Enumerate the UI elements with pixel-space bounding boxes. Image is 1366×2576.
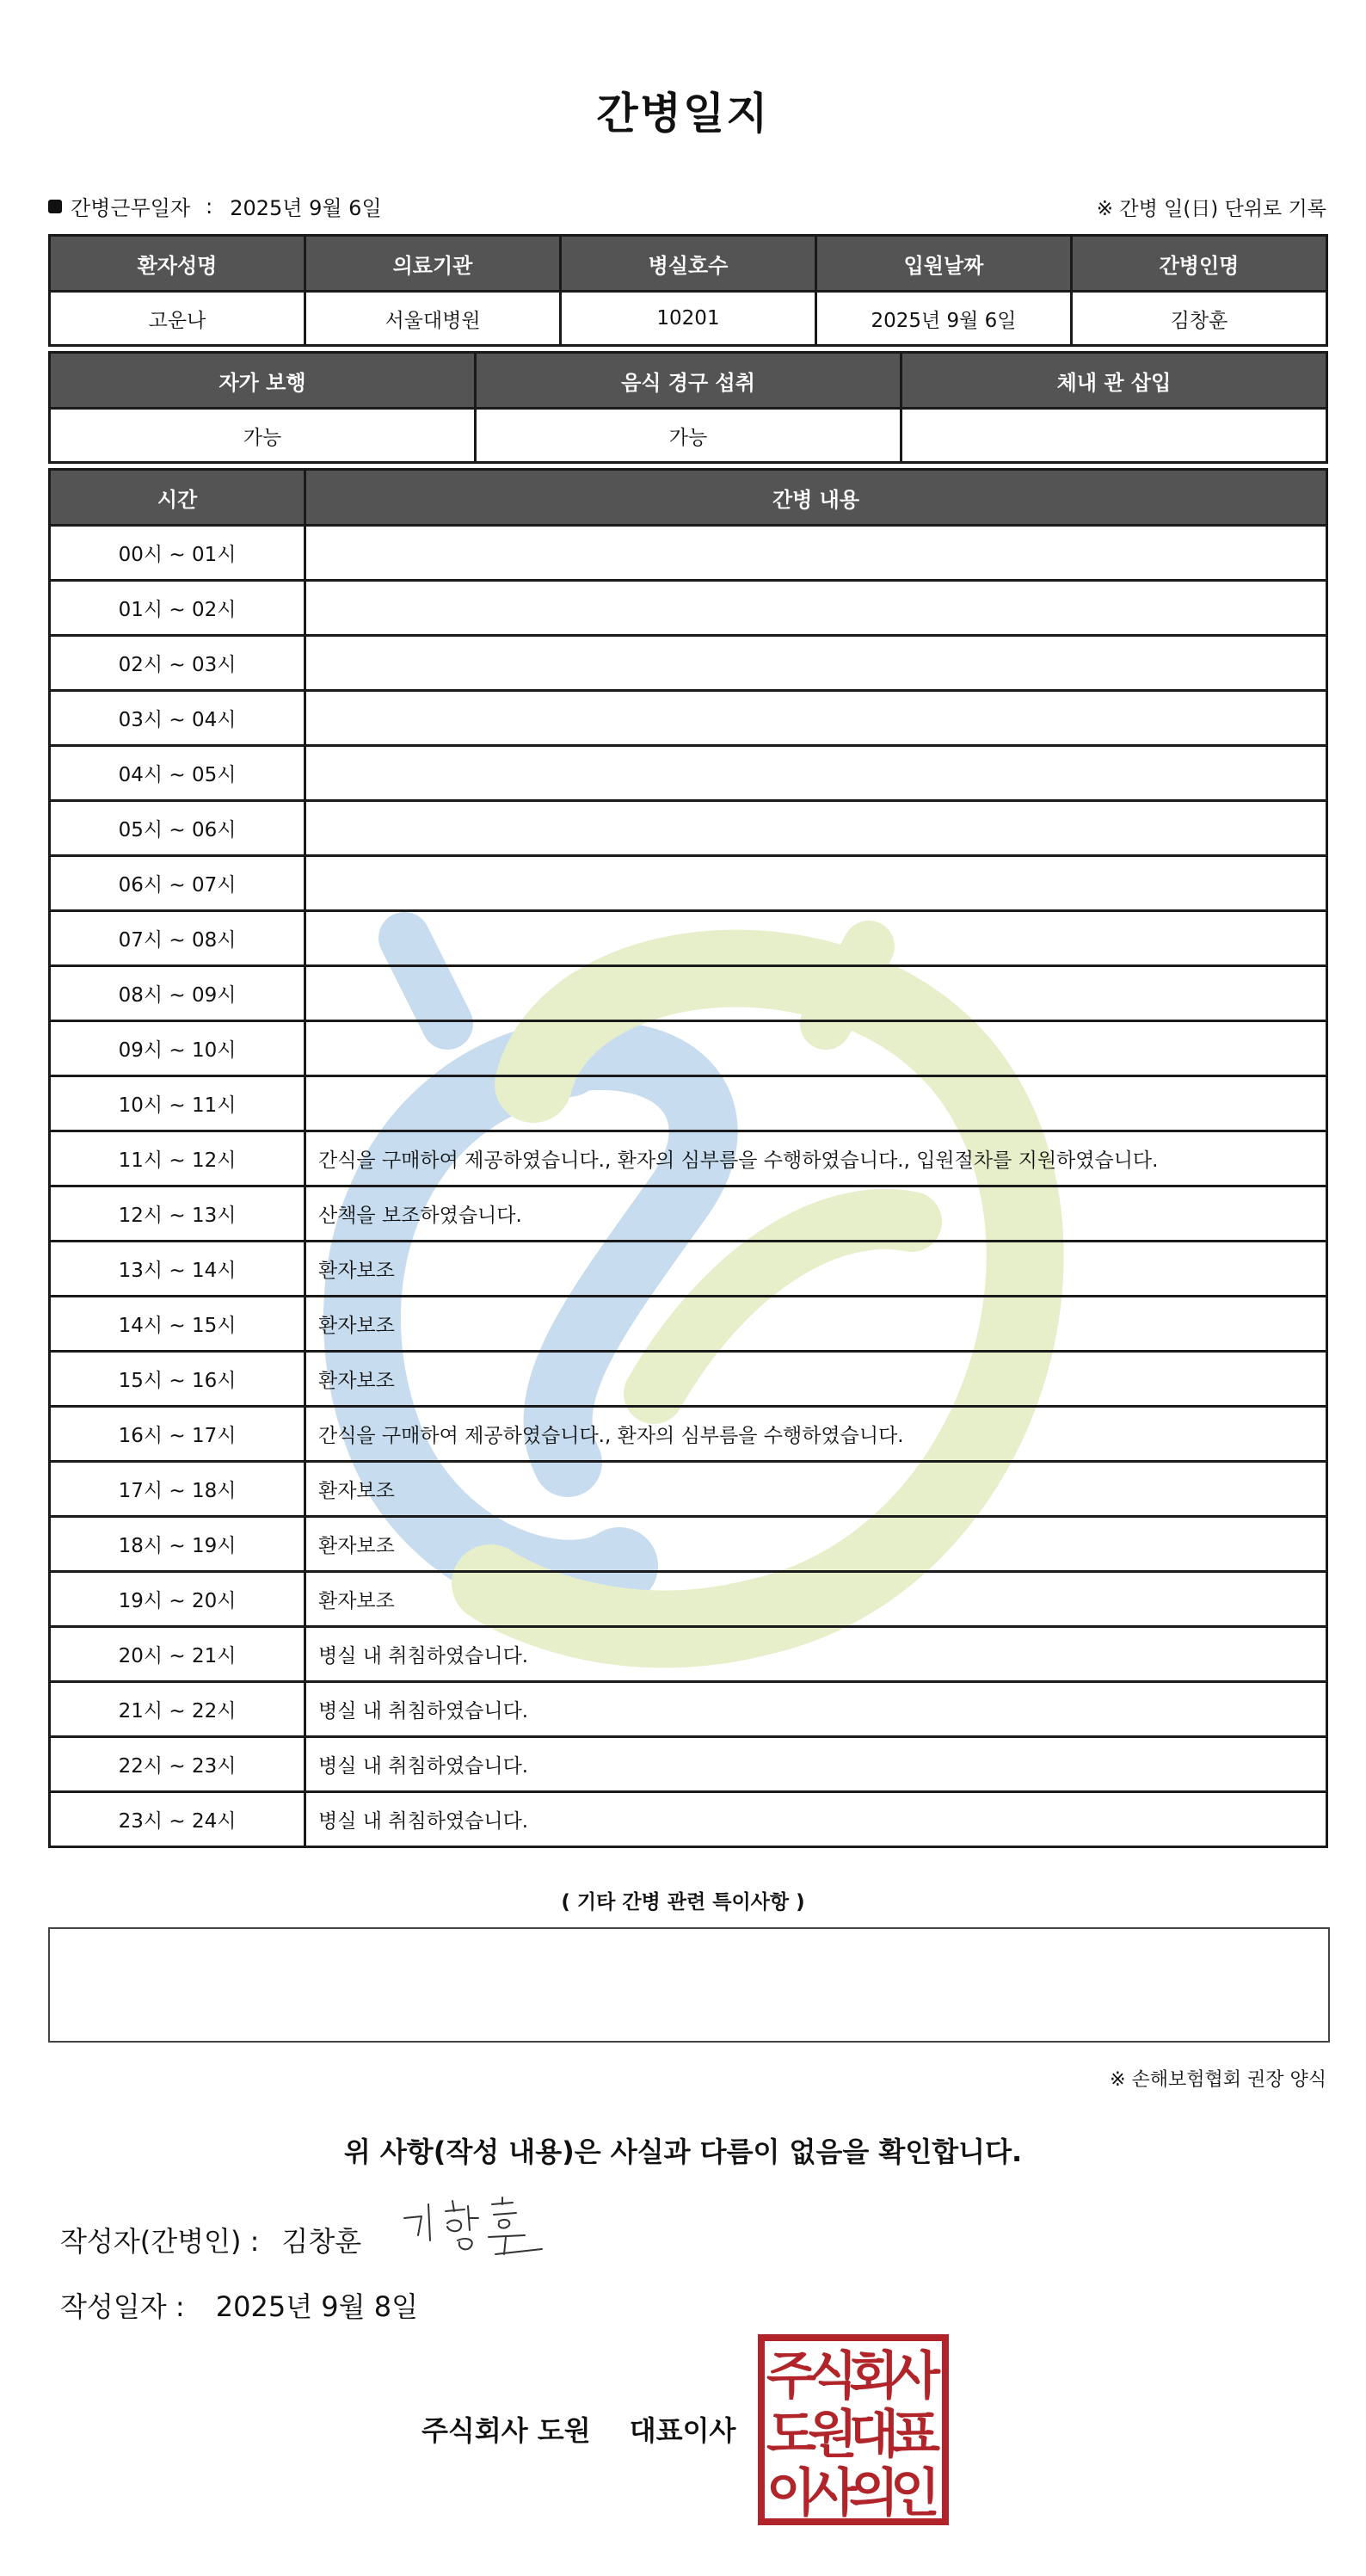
care-log-table: [48, 468, 1328, 1848]
table-row: [50, 1627, 1327, 1682]
care-content-cell: [305, 691, 1327, 746]
table-row: [50, 691, 1327, 746]
care-content-cell: 병실 내 취침하였습니다.: [305, 1627, 1327, 1682]
header-patient-name: 환자성명: [50, 236, 305, 292]
care-content-cell: 환자보조: [305, 1352, 1327, 1407]
patient-status-header-row: [50, 353, 1327, 409]
time-cell: 03시 ~ 04시: [50, 691, 305, 746]
table-row: [50, 1131, 1327, 1186]
table-row: [50, 746, 1327, 801]
svg-text:사: 사: [808, 2463, 858, 2524]
page-title: 간병일지: [596, 89, 770, 139]
admission-date-value: 2025년 9월 6일: [816, 292, 1072, 346]
table-row: [50, 966, 1327, 1021]
time-cell: 13시 ~ 14시: [50, 1242, 305, 1297]
care-content-cell: 병실 내 취침하였습니다.: [305, 1682, 1327, 1737]
care-content-cell: 환자보조: [305, 1517, 1327, 1572]
svg-text:식: 식: [808, 2346, 858, 2407]
time-cell: 20시 ~ 21시: [50, 1627, 305, 1682]
remarks-title: ( 기타 간병 관련 특이사항 ): [561, 1891, 805, 1914]
time-cell: 12시 ~ 13시: [50, 1186, 305, 1242]
time-cell: 23시 ~ 24시: [50, 1792, 305, 1847]
table-row: [50, 1352, 1327, 1407]
header-room-number: 병실호수: [561, 236, 816, 292]
table-row: [50, 1737, 1327, 1792]
patient-name-value: 고운나: [50, 292, 305, 346]
care-content-cell: 간식을 구매하여 제공하였습니다., 환자의 심부름을 수행하였습니다.: [305, 1407, 1327, 1462]
table-row: [50, 1792, 1327, 1847]
care-content-cell: [305, 801, 1327, 856]
care-log-header-row: [50, 470, 1327, 526]
svg-text:이: 이: [766, 2463, 816, 2524]
writer-line: [60, 2220, 361, 2259]
table-row: [50, 1021, 1327, 1076]
time-cell: 05시 ~ 06시: [50, 801, 305, 856]
confirmation-statement: 위 사항(작성 내용)은 사실과 다름이 없음을 확인합니다.: [343, 2135, 1023, 2168]
patient-info-value-row: [50, 292, 1327, 346]
time-cell: 17시 ~ 18시: [50, 1462, 305, 1517]
care-content-cell: 환자보조: [305, 1572, 1327, 1627]
time-cell: 21시 ~ 22시: [50, 1682, 305, 1737]
patient-status-value-row: [50, 409, 1327, 463]
company-seal-stamp: [757, 2333, 950, 2526]
work-date-value: 2025년 9월 6일: [230, 196, 382, 220]
svg-text:표: 표: [890, 2405, 940, 2465]
care-content-cell: [305, 526, 1327, 581]
writer-name: 김창훈: [281, 2225, 362, 2258]
written-date-label: 작성일자 :: [60, 2290, 185, 2323]
care-content-cell: [305, 856, 1327, 911]
bullet-square-icon: [48, 200, 62, 213]
time-cell: 11시 ~ 12시: [50, 1131, 305, 1186]
svg-text:의: 의: [849, 2463, 899, 2524]
time-cell: 06시 ~ 07시: [50, 856, 305, 911]
table-row: [50, 1242, 1327, 1297]
time-cell: 10시 ~ 11시: [50, 1076, 305, 1131]
table-row: [50, 1186, 1327, 1242]
svg-text:회: 회: [849, 2346, 899, 2407]
care-content-cell: [305, 581, 1327, 636]
time-cell: 07시 ~ 08시: [50, 911, 305, 966]
header-self-walking: 자가 보행: [50, 353, 476, 409]
table-row: [50, 526, 1327, 581]
care-content-cell: 산책을 보조하였습니다.: [305, 1186, 1327, 1242]
table-row: [50, 801, 1327, 856]
form-footnote: ※ 손해보험협회 권장 양식: [1110, 2069, 1326, 2091]
table-row: [50, 1076, 1327, 1131]
caregiver-name-value: 김창훈: [1072, 292, 1327, 346]
header-admission-date: 입원날짜: [816, 236, 1072, 292]
time-cell: 01시 ~ 02시: [50, 581, 305, 636]
work-date-label: 간병근무일자: [71, 196, 191, 220]
time-cell: 15시 ~ 16시: [50, 1352, 305, 1407]
handwritten-signature: [396, 2192, 559, 2270]
care-log-body: [50, 526, 1327, 1847]
self-walking-value: 가능: [50, 409, 476, 463]
svg-text:대: 대: [849, 2405, 899, 2465]
patient-info-header-row: [50, 236, 1327, 292]
meta-row: [48, 191, 1326, 222]
header-hospital: 의료기관: [305, 236, 561, 292]
patient-status-table: [48, 351, 1328, 464]
time-cell: 09시 ~ 10시: [50, 1021, 305, 1076]
care-content-cell: 간식을 구매하여 제공하였습니다., 환자의 심부름을 수행하였습니다., 입원절차를 지원하였습니다.: [305, 1131, 1327, 1186]
table-row: [50, 581, 1327, 636]
table-row: [50, 911, 1327, 966]
svg-text:주: 주: [766, 2346, 816, 2407]
svg-text:인: 인: [890, 2463, 940, 2524]
care-content-cell: [305, 746, 1327, 801]
care-content-cell: 환자보조: [305, 1297, 1327, 1352]
company-name: 주식회사 도원: [421, 2414, 591, 2447]
writer-label: 작성자(간병인) :: [60, 2225, 260, 2258]
table-row: [50, 1682, 1327, 1737]
time-cell: 04시 ~ 05시: [50, 746, 305, 801]
time-cell: 22시 ~ 23시: [50, 1737, 305, 1792]
time-cell: 19시 ~ 20시: [50, 1572, 305, 1627]
care-content-cell: 환자보조: [305, 1462, 1327, 1517]
header-care-content: 간병 내용: [305, 470, 1327, 526]
svg-text:원: 원: [808, 2405, 858, 2465]
header-tube-insertion: 체내 관 삽입: [901, 353, 1327, 409]
table-row: [50, 1572, 1327, 1627]
table-row: [50, 1407, 1327, 1462]
care-content-cell: 병실 내 취침하였습니다.: [305, 1737, 1327, 1792]
table-row: [50, 856, 1327, 911]
time-cell: 00시 ~ 01시: [50, 526, 305, 581]
table-row: [50, 1297, 1327, 1352]
svg-text:도: 도: [766, 2405, 816, 2465]
unit-note: ※ 간병 일(日) 단위로 기록: [1096, 198, 1326, 220]
care-content-cell: [305, 911, 1327, 966]
tube-insertion-value: [901, 409, 1327, 463]
company-representative-title: 대표이사: [629, 2414, 736, 2447]
care-content-cell: [305, 636, 1327, 691]
written-date-value: 2025년 9월 8일: [215, 2290, 419, 2323]
written-date-line: [60, 2285, 418, 2325]
time-cell: 02시 ~ 03시: [50, 636, 305, 691]
svg-text:사: 사: [890, 2346, 940, 2407]
room-number-value: 10201: [561, 292, 816, 346]
time-cell: 16시 ~ 17시: [50, 1407, 305, 1462]
hospital-value: 서울대병원: [305, 292, 561, 346]
table-row: [50, 1517, 1327, 1572]
table-row: [50, 636, 1327, 691]
care-content-cell: [305, 1076, 1327, 1131]
care-content-cell: [305, 1021, 1327, 1076]
care-content-cell: [305, 966, 1327, 1021]
header-time: 시간: [50, 470, 305, 526]
time-cell: 08시 ~ 09시: [50, 966, 305, 1021]
work-date-colon: :: [206, 194, 213, 219]
remarks-box: [48, 1927, 1330, 2043]
patient-info-table: [48, 234, 1328, 347]
header-caregiver-name: 간병인명: [1072, 236, 1327, 292]
header-oral-intake: 음식 경구 섭취: [476, 353, 901, 409]
oral-intake-value: 가능: [476, 409, 901, 463]
care-content-cell: 환자보조: [305, 1242, 1327, 1297]
work-date-group: [48, 191, 382, 221]
company-line: [421, 2409, 735, 2449]
time-cell: 14시 ~ 15시: [50, 1297, 305, 1352]
care-content-cell: 병실 내 취침하였습니다.: [305, 1792, 1327, 1847]
time-cell: 18시 ~ 19시: [50, 1517, 305, 1572]
table-row: [50, 1462, 1327, 1517]
